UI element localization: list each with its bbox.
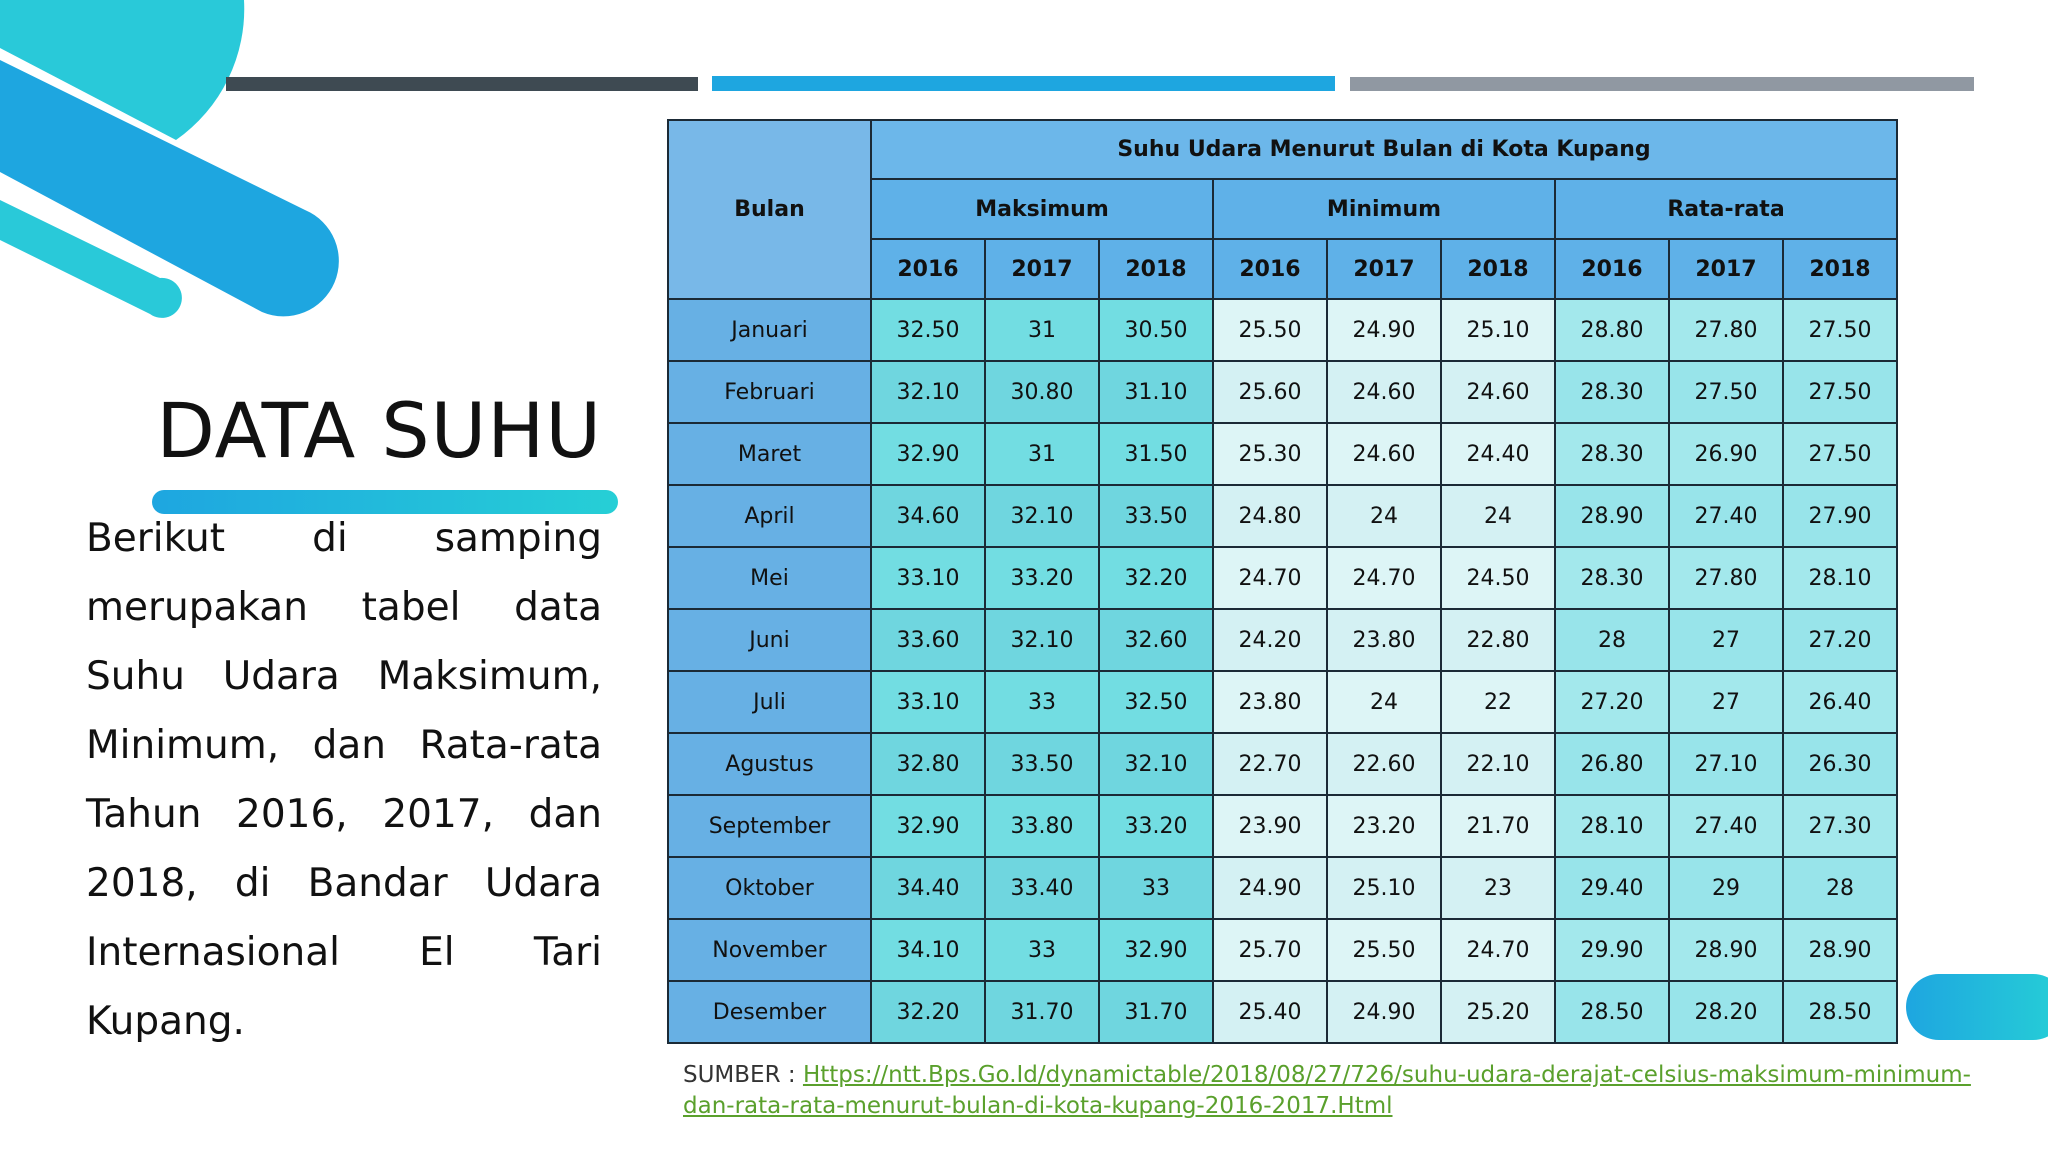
month-cell: Maret — [668, 423, 871, 485]
value-cell: 27 — [1669, 671, 1783, 733]
value-cell: 32.10 — [985, 609, 1099, 671]
value-cell: 24.40 — [1441, 423, 1555, 485]
source-citation — [683, 1060, 2003, 1122]
month-cell: Juni — [668, 609, 871, 671]
table-row — [668, 361, 1897, 423]
value-cell: 28.50 — [1555, 981, 1669, 1043]
month-cell: Oktober — [668, 857, 871, 919]
value-cell: 27.40 — [1669, 795, 1783, 857]
value-cell: 32.10 — [985, 485, 1099, 547]
month-cell: Juli — [668, 671, 871, 733]
table-row — [668, 857, 1897, 919]
value-cell: 34.60 — [871, 485, 985, 547]
value-cell: 23.80 — [1327, 609, 1441, 671]
value-cell: 24.70 — [1213, 547, 1327, 609]
value-cell: 32.80 — [871, 733, 985, 795]
month-cell: September — [668, 795, 871, 857]
value-cell: 32.90 — [871, 795, 985, 857]
value-cell: 22.60 — [1327, 733, 1441, 795]
table-row — [668, 609, 1897, 671]
table-row — [668, 485, 1897, 547]
value-cell: 25.70 — [1213, 919, 1327, 981]
value-cell: 26.80 — [1555, 733, 1669, 795]
top-bar-gray — [1350, 77, 1974, 91]
table-row — [668, 795, 1897, 857]
month-cell: Agustus — [668, 733, 871, 795]
year-header: 2018 — [1441, 239, 1555, 299]
value-cell: 33.10 — [871, 671, 985, 733]
slide-body-text: Berikut di samping merupakan tabel data Suhu Udara Maksimum, Minimum, dan Rata-rata Tahun 2016, 2017, dan 2018, di Bandar Udara Internasional El Tari Kupang. — [86, 516, 602, 1044]
value-cell: 33 — [985, 671, 1099, 733]
value-cell: 34.40 — [871, 857, 985, 919]
value-cell: 29 — [1669, 857, 1783, 919]
value-cell: 27 — [1669, 609, 1783, 671]
value-cell: 31 — [985, 299, 1099, 361]
value-cell: 29.90 — [1555, 919, 1669, 981]
value-cell: 22 — [1441, 671, 1555, 733]
year-header: 2017 — [1669, 239, 1783, 299]
value-cell: 33.60 — [871, 609, 985, 671]
value-cell: 27.40 — [1669, 485, 1783, 547]
source-link[interactable]: Https://ntt.Bps.Go.Id/dynamictable/2018/08/27/726/suhu-udara-derajat-celsius-maksimum-minimum-dan-rata-rata-menurut-bulan-di-kota-kupang-2016-2017.Html — [683, 1062, 1971, 1119]
value-cell: 31 — [985, 423, 1099, 485]
value-cell: 32.20 — [871, 981, 985, 1043]
value-cell: 25.50 — [1213, 299, 1327, 361]
value-cell: 32.10 — [871, 361, 985, 423]
value-cell: 34.10 — [871, 919, 985, 981]
value-cell: 28 — [1783, 857, 1897, 919]
value-cell: 22.10 — [1441, 733, 1555, 795]
value-cell: 26.30 — [1783, 733, 1897, 795]
value-cell: 23.90 — [1213, 795, 1327, 857]
value-cell: 33.50 — [985, 733, 1099, 795]
value-cell: 28.30 — [1555, 423, 1669, 485]
value-cell: 27.80 — [1669, 299, 1783, 361]
month-cell: Desember — [668, 981, 871, 1043]
slide-title: DATA SUHU — [156, 386, 602, 475]
value-cell: 33.10 — [871, 547, 985, 609]
value-cell: 32.90 — [1099, 919, 1213, 981]
value-cell: 25.20 — [1441, 981, 1555, 1043]
value-cell: 33.80 — [985, 795, 1099, 857]
value-cell: 28.90 — [1555, 485, 1669, 547]
value-cell: 23.20 — [1327, 795, 1441, 857]
value-cell: 24.50 — [1441, 547, 1555, 609]
value-cell: 26.40 — [1783, 671, 1897, 733]
value-cell: 29.40 — [1555, 857, 1669, 919]
corner-decoration — [0, 0, 380, 330]
value-cell: 33 — [985, 919, 1099, 981]
value-cell: 26.90 — [1669, 423, 1783, 485]
value-cell: 24.60 — [1327, 423, 1441, 485]
table-row — [668, 299, 1897, 361]
group-header-rata-rata: Rata-rata — [1555, 179, 1897, 239]
value-cell: 28.90 — [1783, 919, 1897, 981]
value-cell: 21.70 — [1441, 795, 1555, 857]
top-bar-blue — [712, 76, 1335, 91]
value-cell: 33.50 — [1099, 485, 1213, 547]
value-cell: 27.90 — [1783, 485, 1897, 547]
value-cell: 33 — [1099, 857, 1213, 919]
value-cell: 30.50 — [1099, 299, 1213, 361]
value-cell: 32.20 — [1099, 547, 1213, 609]
value-cell: 31.50 — [1099, 423, 1213, 485]
value-cell: 24.70 — [1327, 547, 1441, 609]
value-cell: 32.10 — [1099, 733, 1213, 795]
value-cell: 27.80 — [1669, 547, 1783, 609]
value-cell: 28.50 — [1783, 981, 1897, 1043]
value-cell: 27.50 — [1783, 299, 1897, 361]
year-header: 2017 — [985, 239, 1099, 299]
value-cell: 27.30 — [1783, 795, 1897, 857]
month-cell: Februari — [668, 361, 871, 423]
table-caption: Suhu Udara Menurut Bulan di Kota Kupang — [871, 120, 1897, 179]
temperature-table — [667, 119, 1898, 1044]
value-cell: 24.90 — [1327, 299, 1441, 361]
value-cell: 24 — [1327, 671, 1441, 733]
value-cell: 23 — [1441, 857, 1555, 919]
value-cell: 32.90 — [871, 423, 985, 485]
value-cell: 22.70 — [1213, 733, 1327, 795]
month-cell: November — [668, 919, 871, 981]
value-cell: 24.70 — [1441, 919, 1555, 981]
value-cell: 24.90 — [1213, 857, 1327, 919]
year-header: 2017 — [1327, 239, 1441, 299]
value-cell: 27.20 — [1783, 609, 1897, 671]
year-header: 2016 — [1555, 239, 1669, 299]
value-cell: 32.60 — [1099, 609, 1213, 671]
value-cell: 24.60 — [1327, 361, 1441, 423]
table-row — [668, 981, 1897, 1043]
value-cell: 30.80 — [985, 361, 1099, 423]
year-header: 2016 — [1213, 239, 1327, 299]
value-cell: 25.50 — [1327, 919, 1441, 981]
table-row — [668, 733, 1897, 795]
value-cell: 25.10 — [1327, 857, 1441, 919]
value-cell: 24 — [1327, 485, 1441, 547]
source-label: SUMBER : — [683, 1062, 803, 1088]
group-header-maksimum: Maksimum — [871, 179, 1213, 239]
table-row — [668, 919, 1897, 981]
value-cell: 24.20 — [1213, 609, 1327, 671]
value-cell: 28.80 — [1555, 299, 1669, 361]
value-cell: 25.60 — [1213, 361, 1327, 423]
value-cell: 28.10 — [1783, 547, 1897, 609]
value-cell: 33.20 — [1099, 795, 1213, 857]
value-cell: 24 — [1441, 485, 1555, 547]
value-cell: 27.20 — [1555, 671, 1669, 733]
value-cell: 25.30 — [1213, 423, 1327, 485]
table-row — [668, 547, 1897, 609]
value-cell: 25.40 — [1213, 981, 1327, 1043]
value-cell: 24.60 — [1441, 361, 1555, 423]
value-cell: 31.70 — [1099, 981, 1213, 1043]
value-cell: 31.10 — [1099, 361, 1213, 423]
value-cell: 27.50 — [1783, 423, 1897, 485]
value-cell: 27.10 — [1669, 733, 1783, 795]
value-cell: 31.70 — [985, 981, 1099, 1043]
header-bulan: Bulan — [668, 120, 871, 299]
table-row — [668, 671, 1897, 733]
month-cell: April — [668, 485, 871, 547]
value-cell: 28.30 — [1555, 361, 1669, 423]
table-row — [668, 423, 1897, 485]
bottom-right-pill — [1906, 974, 2048, 1040]
group-header-minimum: Minimum — [1213, 179, 1555, 239]
value-cell: 28.90 — [1669, 919, 1783, 981]
year-header: 2016 — [871, 239, 985, 299]
value-cell: 27.50 — [1783, 361, 1897, 423]
value-cell: 28.10 — [1555, 795, 1669, 857]
value-cell: 28 — [1555, 609, 1669, 671]
value-cell: 32.50 — [1099, 671, 1213, 733]
value-cell: 24.80 — [1213, 485, 1327, 547]
value-cell: 28.20 — [1669, 981, 1783, 1043]
value-cell: 33.20 — [985, 547, 1099, 609]
value-cell: 25.10 — [1441, 299, 1555, 361]
value-cell: 32.50 — [871, 299, 985, 361]
month-cell: Januari — [668, 299, 871, 361]
value-cell: 33.40 — [985, 857, 1099, 919]
year-header: 2018 — [1099, 239, 1213, 299]
value-cell: 23.80 — [1213, 671, 1327, 733]
value-cell: 27.50 — [1669, 361, 1783, 423]
value-cell: 24.90 — [1327, 981, 1441, 1043]
month-cell: Mei — [668, 547, 871, 609]
value-cell: 22.80 — [1441, 609, 1555, 671]
year-header: 2018 — [1783, 239, 1897, 299]
value-cell: 28.30 — [1555, 547, 1669, 609]
top-bar-dark — [226, 77, 698, 91]
